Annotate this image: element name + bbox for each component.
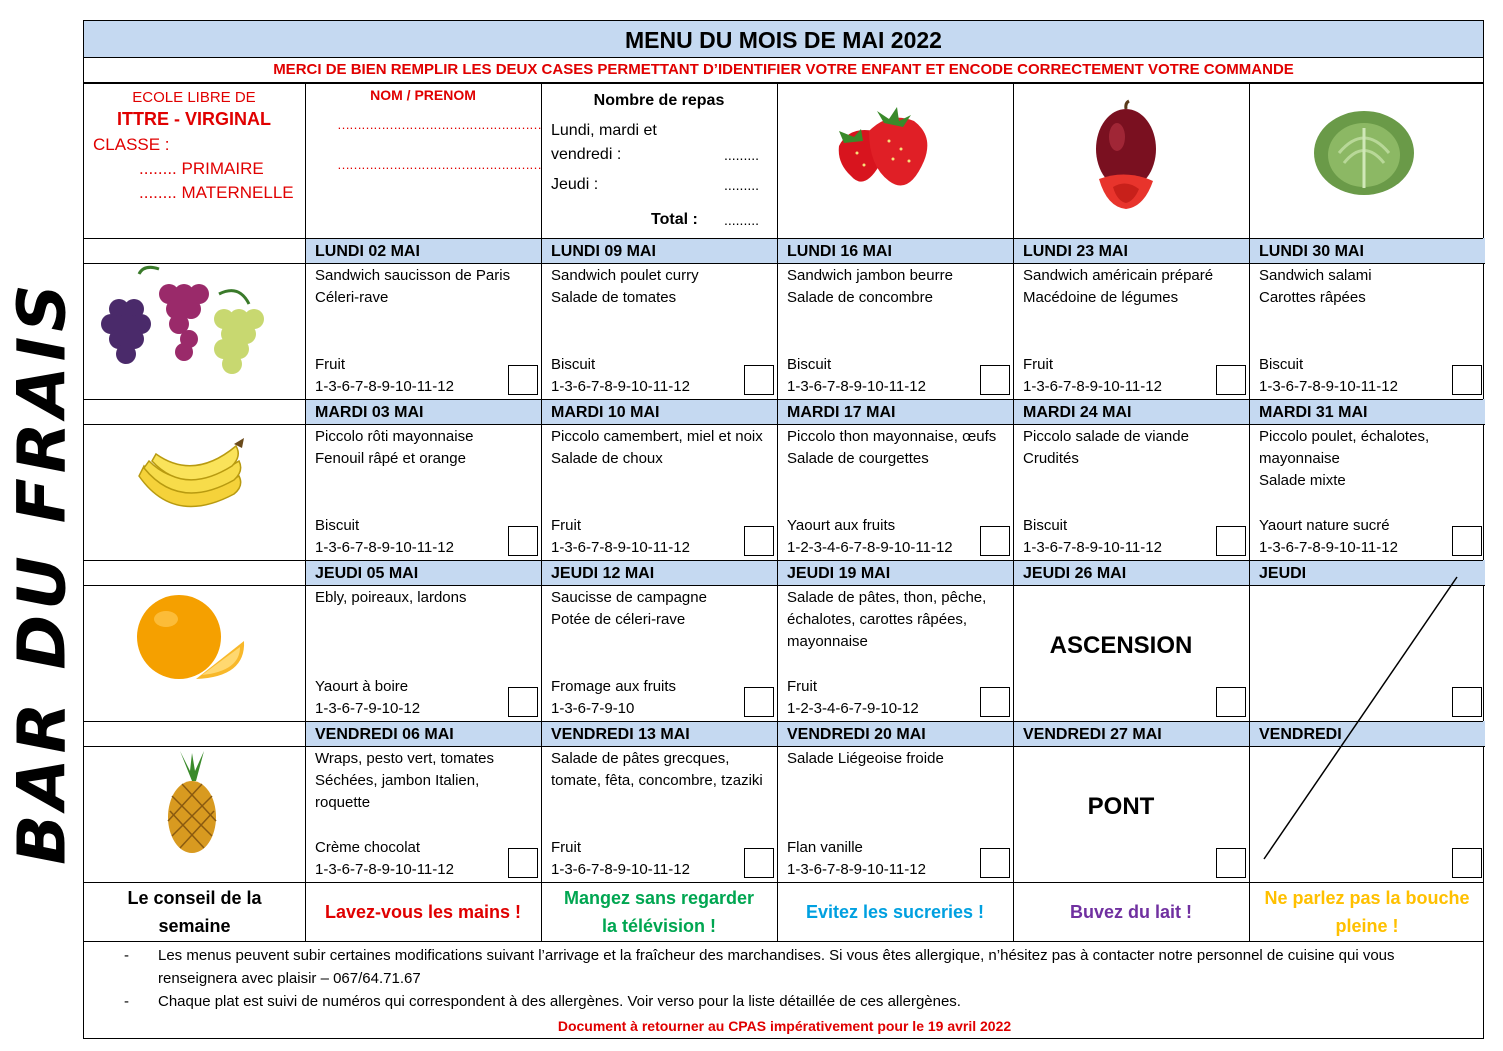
dish-text: Piccolo salade de viande	[1023, 428, 1189, 445]
side-title: BAR DU FRAIS	[3, 279, 81, 865]
tip-text: Buvez du lait !	[1069, 901, 1192, 922]
tip-text: Mangez sans regarder la télévision !	[563, 887, 755, 936]
dessert-text: Yaourt aux fruits	[787, 517, 896, 534]
day-header: VENDREDI 27 MAI	[1013, 721, 1249, 746]
menu-cell	[1013, 587, 1249, 721]
day-header: LUNDI 23 MAI	[1013, 238, 1249, 263]
instruction-banner: MERCI DE BIEN REMPLIR LES DEUX CASES PERMETTANT D’IDENTIFIER VOTRE ENFANT ET ENCODE CORRECTEMENT VOTRE COMMANDE	[84, 58, 1483, 83]
dessert-text: Yaourt à boire	[315, 678, 409, 695]
school-name: ITTRE - VIRGINAL	[117, 109, 271, 129]
allergen-codes: 1-3-6-7-8-9-10-11-12	[551, 539, 690, 556]
dish-text: Sandwich saucisson de Paris	[315, 267, 511, 284]
dish-text: Salade Liégeoise froide	[787, 750, 944, 767]
holiday-label: ASCENSION	[1049, 632, 1193, 659]
day-header: VENDREDI	[1249, 721, 1485, 746]
total-label: Total :	[651, 211, 698, 228]
dessert-text: Biscuit	[787, 356, 832, 373]
day-header: MARDI 17 MAI	[777, 399, 1013, 424]
grid-line	[1249, 83, 1250, 941]
name-label: NOM / PRENOM	[370, 87, 476, 103]
dish-text: Fenouil râpé et orange	[315, 450, 466, 467]
orange-icon	[134, 589, 249, 689]
grid-line	[84, 585, 1485, 586]
day-header: JEUDI 12 MAI	[541, 560, 777, 585]
allergen-codes: 1-3-6-7-8-9-10-11-12	[1023, 539, 1162, 556]
grid-line	[777, 83, 778, 941]
dish-text: Macédoine de légumes	[1023, 289, 1179, 306]
lmv-count-field[interactable]: .........	[724, 147, 760, 163]
dish-text: Wraps, pesto vert, tomates Séchées, jambon Italien, roquette	[315, 750, 494, 811]
allergen-codes: 1-3-6-7-9-10-12	[315, 700, 421, 717]
order-checkbox[interactable]	[744, 848, 774, 878]
order-checkbox[interactable]	[744, 687, 774, 717]
order-checkbox[interactable]	[744, 526, 774, 556]
dish-text: Salade de concombre	[787, 289, 933, 306]
strike-line	[1249, 571, 1489, 861]
dessert-text: Fruit	[551, 517, 581, 534]
menu-cell	[305, 587, 541, 721]
order-checkbox[interactable]	[1216, 687, 1246, 717]
grid-line	[84, 882, 1483, 883]
tip-text: Ne parlez pas la bouche pleine !	[1264, 887, 1470, 936]
order-checkbox[interactable]	[1216, 848, 1246, 878]
dessert-text: Crème chocolat	[315, 839, 421, 856]
day-header: VENDREDI 06 MAI	[305, 721, 541, 746]
dessert-text: Yaourt nature sucré	[1259, 517, 1390, 534]
meal-count-box	[541, 83, 777, 238]
day-header: JEUDI 05 MAI	[305, 560, 541, 585]
dish-text: Sandwich américain préparé	[1023, 267, 1214, 284]
allergen-codes: 1-3-6-7-8-9-10-11-12	[551, 378, 690, 395]
allergen-codes: 1-3-6-7-8-9-10-11-12	[1023, 378, 1162, 395]
allergen-codes: 1-3-6-7-8-9-10-11-12	[1259, 539, 1398, 556]
plum-icon	[1089, 99, 1164, 214]
lmv-label-2: vendredi :	[551, 146, 622, 163]
grid-line	[84, 263, 1485, 264]
grid-line	[1013, 83, 1014, 941]
lmv-label-1: Lundi, mardi et	[551, 122, 657, 139]
note-line-2: Chaque plat est suivi de numéros qui correspondent à des allergènes. Voir verso pour la liste détaillée de ces allergènes.	[158, 993, 961, 1010]
day-header: MARDI 24 MAI	[1013, 399, 1249, 424]
dish-text: Sandwich salami	[1259, 267, 1372, 284]
menu-cell	[541, 587, 777, 721]
note-dash-2: -	[124, 993, 129, 1010]
tip-text: Evitez les sucreries !	[805, 901, 985, 922]
order-checkbox[interactable]	[1452, 365, 1482, 395]
menu-cell	[541, 748, 777, 882]
menu-cell	[305, 748, 541, 882]
menu-cell	[1249, 426, 1485, 560]
grid-line	[84, 238, 1483, 239]
order-checkbox[interactable]	[508, 526, 538, 556]
name-line-2[interactable]: ……………………………………………	[337, 157, 541, 172]
dessert-text: Biscuit	[551, 356, 596, 373]
grid-line	[84, 721, 1483, 722]
dish-text: Crudités	[1023, 450, 1079, 467]
day-header: VENDREDI 20 MAI	[777, 721, 1013, 746]
grid-line	[84, 424, 1485, 425]
dish-text: Saucisse de campagne	[551, 589, 707, 606]
dessert-text: Biscuit	[315, 517, 360, 534]
dessert-text: Biscuit	[1259, 356, 1304, 373]
allergen-codes: 1-3-6-7-8-9-10-11-12	[315, 539, 454, 556]
grid-line	[84, 941, 1483, 942]
allergen-codes: 1-3-6-7-8-9-10-11-12	[787, 861, 926, 878]
allergen-codes: 1-3-6-7-9-10	[551, 700, 635, 717]
order-checkbox[interactable]	[1452, 526, 1482, 556]
dish-text: Salade de choux	[551, 450, 663, 467]
menu-cell	[777, 265, 1013, 399]
menu-cell	[541, 265, 777, 399]
school-line1: ECOLE LIBRE DE	[132, 89, 256, 106]
menu-cell	[541, 426, 777, 560]
menu-cell	[305, 265, 541, 399]
dish-text: Carottes râpées	[1259, 289, 1366, 306]
menu-cell	[777, 748, 1013, 882]
order-checkbox[interactable]	[1216, 526, 1246, 556]
jeudi-count-field[interactable]: .........	[724, 177, 760, 193]
jeudi-label: Jeudi :	[551, 176, 599, 193]
dish-text: Céleri-rave	[315, 289, 389, 306]
total-count-field[interactable]: .........	[724, 212, 760, 228]
dish-text: Piccolo thon mayonnaise, œufs	[787, 428, 997, 445]
allergen-codes: 1-3-6-7-8-9-10-11-12	[315, 861, 454, 878]
allergen-codes: 1-3-6-7-8-9-10-11-12	[787, 378, 926, 395]
note-dash-1: -	[124, 947, 129, 964]
order-checkbox[interactable]	[980, 848, 1010, 878]
grid-line	[84, 560, 1483, 561]
dish-text: Salade de tomates	[551, 289, 677, 306]
dish-text: Ebly, poireaux, lardons	[315, 589, 467, 606]
side-banner	[0, 20, 84, 1040]
dessert-text: Biscuit	[1023, 517, 1068, 534]
allergen-codes: 1-2-3-4-6-7-9-10-12	[787, 700, 919, 717]
order-checkbox[interactable]	[980, 365, 1010, 395]
grid-line	[84, 746, 1485, 747]
dish-text: Potée de céleri-rave	[551, 611, 686, 628]
order-checkbox[interactable]	[980, 526, 1010, 556]
dessert-text: Fruit	[315, 356, 345, 373]
order-checkbox[interactable]	[1216, 365, 1246, 395]
dish-text: Piccolo poulet, échalotes, mayonnaise	[1259, 428, 1430, 467]
school-info	[84, 83, 304, 238]
grapes-icon	[89, 264, 284, 384]
day-header: MARDI 03 MAI	[305, 399, 541, 424]
day-header: JEUDI 19 MAI	[777, 560, 1013, 585]
day-header: MARDI 10 MAI	[541, 399, 777, 424]
classe-label: CLASSE :	[93, 135, 170, 154]
day-header: LUNDI 02 MAI	[305, 238, 541, 263]
grid-line	[84, 399, 1483, 400]
dessert-text: Fruit	[1023, 356, 1053, 373]
order-checkbox[interactable]	[508, 687, 538, 717]
menu-sheet	[83, 20, 1484, 1039]
dish-text: Salade mixte	[1259, 472, 1346, 489]
day-header: MARDI 31 MAI	[1249, 399, 1485, 424]
primaire-option[interactable]: ........ PRIMAIRE	[139, 159, 264, 178]
dessert-text: Fromage aux fruits	[551, 678, 677, 695]
grid-line	[541, 83, 542, 941]
menu-cell	[1013, 748, 1249, 882]
cabbage-icon	[1309, 103, 1419, 198]
dessert-text: Fruit	[551, 839, 581, 856]
dish-text: Piccolo rôti mayonnaise	[315, 428, 474, 445]
order-checkbox[interactable]	[508, 365, 538, 395]
dish-text: Piccolo camembert, miel et noix	[551, 428, 763, 445]
dessert-text: Fruit	[787, 678, 817, 695]
day-header: JEUDI 26 MAI	[1013, 560, 1249, 585]
meal-count-label: Nombre de repas	[593, 92, 725, 109]
allergen-codes: 1-3-6-7-8-9-10-11-12	[315, 378, 454, 395]
banana-icon	[134, 436, 249, 516]
page-title: MENU DU MOIS DE MAI 2022	[84, 21, 1483, 58]
order-checkbox[interactable]	[508, 848, 538, 878]
day-header: LUNDI 30 MAI	[1249, 238, 1485, 263]
dish-text: Salade de pâtes, thon, pêche, échalotes, carottes râpées, mayonnaise	[787, 589, 987, 650]
grid-line	[84, 83, 1483, 84]
menu-cell	[777, 426, 1013, 560]
name-line-1[interactable]: ……………………………………………	[337, 117, 541, 132]
tip-text: Lavez-vous les mains !	[324, 901, 522, 922]
dish-text: Sandwich poulet curry	[551, 267, 699, 284]
dish-text: Salade de pâtes grecques, tomate, fêta, concombre, tzaziki	[551, 750, 763, 789]
day-header: JEUDI	[1249, 560, 1485, 585]
allergen-codes: 1-3-6-7-8-9-10-11-12	[551, 861, 690, 878]
strawberry-icon	[829, 101, 939, 201]
maternelle-option[interactable]: ........ MATERNELLE	[139, 183, 294, 202]
dish-text: Sandwich jambon beurre	[787, 267, 953, 284]
menu-cell	[1013, 265, 1249, 399]
dessert-text: Flan vanille	[787, 839, 863, 856]
footer-deadline: Document à retourner au CPAS impérativement pour le 19 avril 2022	[557, 1018, 1012, 1034]
name-field-box	[305, 83, 541, 238]
day-header: LUNDI 09 MAI	[541, 238, 777, 263]
menu-cell	[1013, 426, 1249, 560]
note-line-1: Les menus peuvent subir certaines modifications suivant l’arrivage et la fraîcheur des marchandises. Si vous êtes allergique, n’hésitez pas à contacter notre personnel de cuisine qui vous renseignera avec plaisir – 067/64.71.67	[158, 947, 1395, 987]
allergen-codes: 1-3-6-7-8-9-10-11-12	[1259, 378, 1398, 395]
pineapple-icon	[162, 751, 222, 856]
menu-cell	[777, 587, 1013, 721]
grid-line	[305, 83, 306, 941]
holiday-label: PONT	[1087, 793, 1155, 820]
menu-cell	[305, 426, 541, 560]
dish-text: Salade de courgettes	[787, 450, 929, 467]
tips-label: Le conseil de la semaine	[127, 887, 262, 936]
allergen-codes: 1-2-3-4-6-7-8-9-10-11-12	[787, 539, 953, 556]
menu-cell	[1249, 265, 1485, 399]
order-checkbox[interactable]	[744, 365, 774, 395]
day-header: LUNDI 16 MAI	[777, 238, 1013, 263]
day-header: VENDREDI 13 MAI	[541, 721, 777, 746]
order-checkbox[interactable]	[980, 687, 1010, 717]
